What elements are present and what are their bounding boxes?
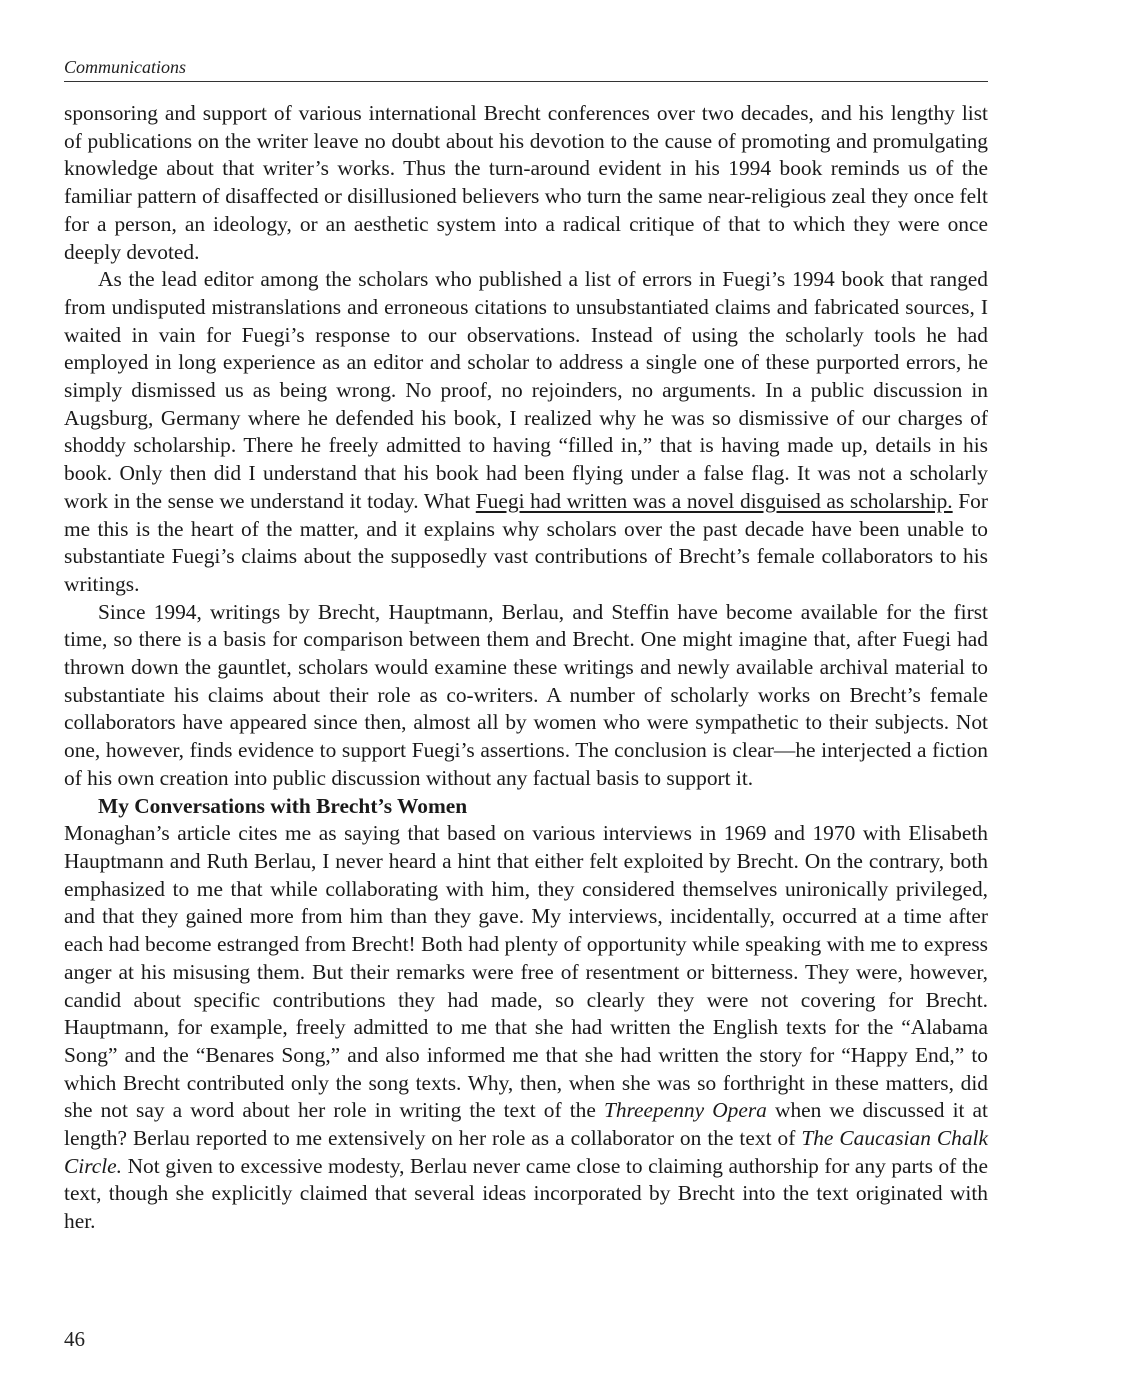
work-title-caucasian-chalk-circle: The Caucasian Chalk Circle. (64, 1126, 988, 1178)
section-heading: My Conversations with Brecht’s Women (98, 793, 468, 818)
paragraph-2 (64, 266, 988, 598)
article-body (64, 100, 988, 1236)
paragraph-1: sponsoring and support of various international Brecht conferences over two decades, and his lengthy list of publications on the writer leave no doubt about his devotion to the cause of promoting and promulgating knowledge about that writer’s works. Thus the turn-around evident in his 1994 book reminds us of the familiar pattern of disaffected or disillusioned believers who turn the same near-religious zeal they once felt for a person, an ideology, or an aesthetic system into a radical critique of that to which they were once deeply devoted. (64, 101, 988, 264)
paragraph-4 (64, 820, 988, 1236)
paragraph-4-text-a: Monaghan’s article cites me as saying that based on various interviews in 1969 and 1970 with Elisabeth Hauptmann and Ruth Berlau, I never heard a hint that either felt exploited by Brecht. On the contrary, both emphasized to me that while collaborating with him, they considered themselves unironically privileged, and that they gained more from him than they gave. My interviews, incidentally, occurred at a time after each had become estranged from Brecht! Both had plenty of opportunity while speaking with me to express anger at his misusing them. But their remarks were free of resentment or bitterness. They were, however, candid about specific contributions they had made, so clearly they were not covering for Brecht. Hauptmann, for example, freely admitted to me that she had written the English texts for the “Alabama Song” and the “Benares Song,” and also informed me that she had written the story for “Happy End,” to which Brecht contributed only the song texts. Why, then, when she was so forthright in these matters, did she not say a word about her role in writing the text of the (64, 821, 988, 1123)
running-header: Communications (64, 57, 187, 77)
header-rule (64, 81, 988, 82)
work-title-threepenny-opera: Threepenny Opera (603, 1098, 767, 1123)
page-number: 46 (64, 1327, 85, 1351)
paragraph-4-text-c: Not given to excessive modesty, Berlau never came close to claiming authorship for any parts of the text, though she explicitly claimed that several ideas incorporated by Brecht into the text originated with her. (64, 1153, 988, 1234)
paragraph-2-text-b: For me this is the heart of the matter, and it explains why scholars over the past decade have been unable to substantiate Fuegi’s claims about the supposedly vast contributions of Brecht’s female collaborators to his writings. (64, 488, 988, 596)
paragraph-2-text-a: As the lead editor among the scholars who published a list of errors in Fuegi’s 1994 book that ranged from undisputed mistranslations and erroneous citations to unsubstantiated claims and fabricated sources, I waited in vain for Fuegi’s response to our observations. Instead of using the scholarly tools he had employed in long experience as an editor and scholar to address a single one of these purported errors, he simply dismissed us as being wrong. No proof, no rejoinders, no arguments. In a public discussion in Augsburg, Germany where he defended his book, I realized why he was so dismissive of our charges of shoddy scholarship. There he freely admitted to having “filled in,” that is having made up, details in his book. Only then did I understand that his book had been flying under a false flag. It was not a scholarly work in the sense we understand it today. What (64, 267, 988, 513)
paragraph-4-text-b: when we discussed it at length? Berlau reported to me extensively on her role as a collaborator on the text of (64, 1098, 988, 1151)
paragraph-3: Since 1994, writings by Brecht, Hauptmann, Berlau, and Steffin have become available for the first time, so there is a basis for comparison between them and Brecht. One might imagine that, after Fuegi had thrown down the gauntlet, scholars would examine these writings and newly available archival material to substantiate his claims about their role as co-writers. A number of scholarly works on Brecht’s female collaborators have appeared since then, almost all by women who were sympathetic to their subjects. Not one, however, finds evidence to support Fuegi’s assertions. The conclusion is clear—he interjected a fiction of his own creation into public discussion without any factual basis to support it. (64, 599, 988, 790)
underlined-phrase: Fuegi had written was a novel disguised as scholarship. (475, 488, 953, 513)
